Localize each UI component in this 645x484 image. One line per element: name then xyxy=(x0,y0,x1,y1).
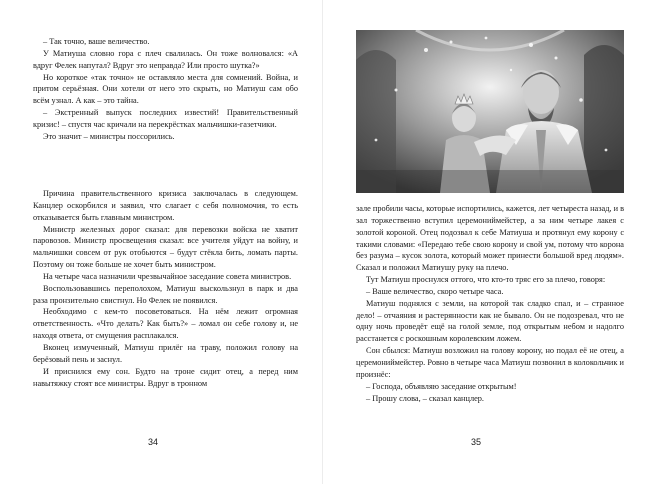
paragraph: Тут Матиуш проснулся оттого, что кто-то тряс его за плечо, говоря: xyxy=(366,275,606,285)
right-page xyxy=(323,0,645,484)
left-text-block-top xyxy=(33,36,298,143)
left-page xyxy=(0,0,322,484)
paragraph: Необходимо с кем-то посоветоваться. На нём лежит огромная ответственность. «Что делать? Как быть?» – ломал он себе голову и, не находя ответа, от смущения расплакался. xyxy=(33,307,298,341)
paragraph: Министр железных дорог сказал: для перевозки войска не хватит паровозов. Министр просвещения сказал: все учителя уйдут на войну, и мальчишки совсем от рук отобьются – будут стёкла бить, ломать парты. Поэтому он тоже больше не хочет быть министром. xyxy=(33,224,298,270)
paragraph: Воспользовавшись переполохом, Матиуш выскользнул в парк и два раза пронзительно свистнул. Но Фелек не появился. xyxy=(33,283,298,305)
illustration-king-and-prince xyxy=(356,30,624,193)
paragraph: И приснился ему сон. Будто на троне сидит отец, а перед ним навытяжку стоят все министры. Вдруг в тронном xyxy=(33,366,298,388)
left-text-block-bottom xyxy=(33,188,298,389)
page-number-right: 35 xyxy=(471,437,482,447)
paragraph: У Матиуша словно гора с плеч свалилась. Он тоже волновался: «А вдруг Фелек напутал? Вдруг это неправда? Или просто шутка?» xyxy=(33,48,298,70)
paragraph: На четыре часа назначили чрезвычайное заседание совета министров. xyxy=(43,271,292,281)
paragraph: зале пробили часы, которые испортились, кажется, лет четыреста назад, и в зал торжественно вступил церемониймейстер, а за ним четыре лакея с золотой короной. Отец подозвал к себе Матиуша и протянул ему корону с такими словами: «Передаю тебе свою корону и свой ум, потому что корона без разума – кусок золота, который может принести большой вред людям». Сказал и положил Матиушу руку на плечо. xyxy=(356,204,624,273)
paragraph: – Ваше величество, скоро четыре часа. xyxy=(366,286,504,296)
page-number-left: 34 xyxy=(148,437,159,447)
right-text-block xyxy=(356,203,624,404)
paragraph: Но короткое «так точно» не оставляло места для сомнений. Война, и притом серьёзная. Они хотели от него это скрыть, но Матиуш сам обо всём узнал. А как – это тайна. xyxy=(33,72,298,106)
paragraph: – Господа, объявляю заседание открытым! xyxy=(366,381,517,391)
paragraph: Матиуш поднялся с земли, на которой так сладко спал, и – странное дело! – отчаяния и растерянности как не бывало. Он не подозревал, что не одну ночь проведёт ещё на голой земле, под открытым небом и надолго расстанется с роскошным королевским ложем. xyxy=(356,298,624,344)
paragraph: – Экстренный выпуск последних известий! Правительственный кризис! – спустя час кричали на перекрёстках мальчишки-газетчики. xyxy=(33,108,298,129)
paragraph: Это значит – министры поссорились. xyxy=(43,131,175,141)
paragraph: – Так точно, ваше величество. xyxy=(43,37,150,46)
paragraph: Сон сбылся: Матиуш возложил на голову корону, но подал её не отец, а церемониймейстер. Ровно в четыре часа Матиуш позвонил в колокольчик и произнёс: xyxy=(356,346,624,379)
paragraph: Вконец измученный, Матиуш прилёг на траву, положил голову на берёзовый пень и заснул. xyxy=(33,342,298,364)
paragraph: – Прошу слова, – сказал канцлер. xyxy=(366,393,484,403)
paragraph: Причина правительственного кризиса заключалась в следующем. Канцлер оскорбился и заявил, что слагает с себя полномочия, то есть отказывается быть главным министром. xyxy=(33,189,298,222)
